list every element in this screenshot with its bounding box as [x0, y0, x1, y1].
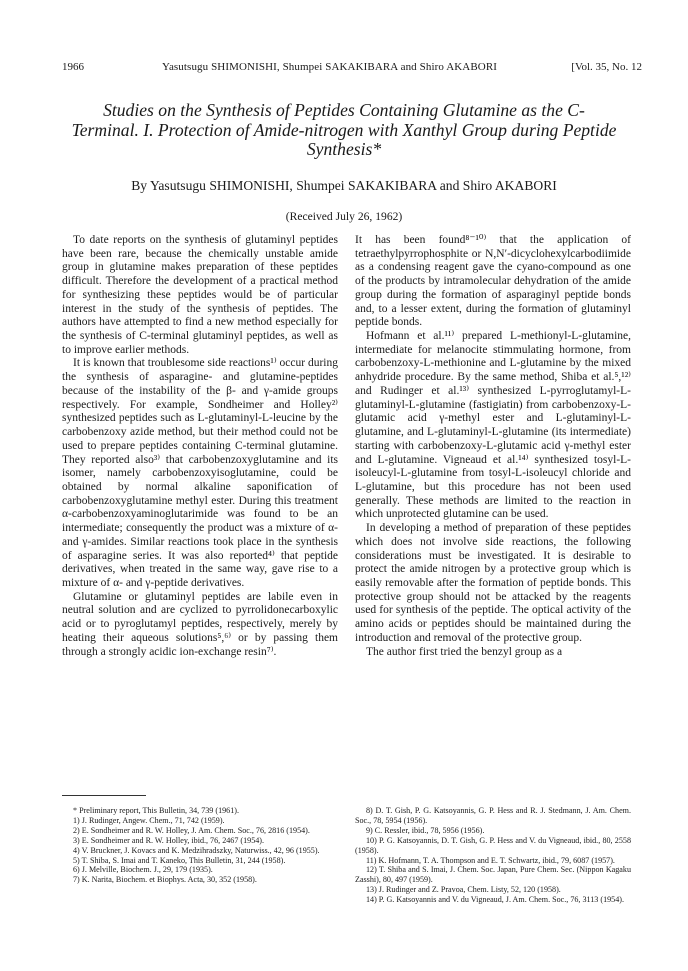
footnotes-left: [62, 806, 338, 885]
footnote-divider: [62, 795, 146, 796]
footnote: 7) K. Narita, Biochem. et Biophys. Acta, 30, 352 (1958).: [73, 875, 257, 885]
footnote: 4) V. Bruckner, J. Kovacs and K. Medzihradszky, Naturwiss., 42, 96 (1955).: [73, 845, 320, 855]
footnotes-right: [355, 806, 631, 905]
body-column-left: [62, 234, 338, 659]
running-head-authors: Yasutsugu SHIMONISHI, Shumpei SAKAKIBARA and Shiro AKABORI: [162, 61, 498, 73]
received-date: (Received July 26, 1962): [285, 210, 403, 223]
paragraph: In developing a method of preparation of these peptides which does not involve side reactions, the following considerations must be investigated. It is desirable to protect the amide nitrogen by a protective group which is easily removable after the formation of peptide bonds. This protective group should not be attacked by the reagents used for synthesis of the peptide. The optical activity of the amino acids or peptides should be maintained during the introduction and removal of the protective group.: [355, 522, 631, 644]
footnote: 9) C. Ressler, ibid., 78, 5956 (1956).: [366, 825, 485, 835]
page-number: 1966: [62, 61, 84, 73]
volume-issue: [Vol. 35, No. 12: [571, 61, 642, 73]
footnote: 11) K. Hofmann, T. A. Thompson and E. T. Schwartz, ibid., 79, 6087 (1957).: [366, 855, 615, 865]
footnote: 3) E. Sondheimer and R. W. Holley, ibid., 76, 2467 (1954).: [73, 835, 265, 845]
footnote: 8) D. T. Gish, P. G. Katsoyannis, G. P. Hess and R. J. Stedmann, J. Am. Chem. Soc., 78, 5954 (1956).: [355, 806, 631, 825]
footnote: 10) P. G. Katsoyannis, D. T. Gish, G. P. Hess and V. du Vigneaud, ibid., 80, 2558 (1958).: [355, 835, 631, 855]
article-title: Studies on the Synthesis of Peptides Containing Glutamine as the C-Terminal. I. Protection of Amide-nitrogen with Xanthyl Group during Peptide Synthesis*: [71, 100, 617, 160]
paragraph: It is known that troublesome side reactions¹⁾ occur during the synthesis of asparagine- and glutamine-peptides because of the instability of the β- and γ-amide groups respectively. For example, Sondheimer and Holley²⁾ synthesized peptides such as L-glutaminyl-L-leucine by the carbobenzoxy azide method, but their method could not be used to prepare peptides containing C-terminal glutamine. They reported also³⁾ that carbobenzoxyglutamine and its isomer, namely carbobenzoxyisoglutamine, could be obtained by normal alkaline saponification of carbobenzoxyglutamine methyl ester. During this treatment α-carbobenzoxyaminoglutarimide was found to be an intermediate; consequently the product was a mixture of α- and γ-amides. Similar reactions took place in the synthesis of asparagine series. It was also reported⁴⁾ that peptide derivatives, when treated in the same way, gave rise to a mixture of α- and γ-peptide derivatives.: [62, 357, 338, 589]
paragraph: The author first tried the benzyl group as a: [366, 645, 563, 658]
footnote: 5) T. Shiba, S. Imai and T. Kaneko, This Bulletin, 31, 244 (1958).: [73, 855, 286, 865]
footnote: 6) J. Melville, Biochem. J., 29, 179 (1935).: [73, 865, 213, 875]
footnote: 1) J. Rudinger, Angew. Chem., 71, 742 (1959).: [73, 815, 225, 825]
running-head: [62, 60, 642, 74]
author-byline: By Yasutsugu SHIMONISHI, Shumpei SAKAKIBARA and Shiro AKABORI: [131, 178, 557, 193]
footnote: 12) T. Shiba and S. Imai, J. Chem. Soc. Japan, Pure Chem. Sec. (Nippon Kagaku Zasshi), 80, 497 (1959).: [355, 865, 631, 885]
footnote: 13) J. Rudinger and Z. Pravoa, Chem. Listy, 52, 120 (1958).: [366, 885, 561, 895]
paragraph: Hofmann et al.¹¹⁾ prepared L-methionyl-L-glutamine, intermediate for melanocite stimmulating hormone, from carbobenzoxy-L-methionine and L-glutamine by the mixed anhydride procedure. By the same method, Shiba et al.⁵,¹²⁾ and Rudinger et al.¹³⁾ synthesized L-pyrroglutamyl-L-glutaminyl-L-glutamine (fastigiatin) from carbobenzoxy-L-glutamic acid γ-methyl ester and L-glutaminyl-L-glutamine, and L-glutaminyl-L-glutamine (its intermediate) starting with carbobenzoxy-L-glutamic acid γ-methyl ester and L-glutamine. Vigneaud et al.¹⁴⁾ synthesized tosyl-L-isoleucyl-L-glutamine from tosyl-L-isoleucyl chloride and L-glutamine, but this procedure has not been used generally. These methods are limited to the reaction in which unprotected glutamine can be used.: [355, 330, 631, 521]
body-column-right: [355, 234, 631, 659]
paragraph: To date reports on the synthesis of glutaminyl peptides have been rare, because the chemically unstable amide group in glutamine makes preparation of these peptides difficult. Therefore the development of a practical method for synthesizing these peptides would be of particular interest in the study of the synthesis of peptides. The authors have attempted to find a new method especially for the synthesis of C-terminal glutaminyl peptides, as well as to improve earlier methods.: [62, 234, 338, 356]
paragraph: It has been found⁸⁻¹⁰⁾ that the application of tetraethylpyrrophosphite or N,N′-dicyclohexylcarbodiimide as a condensing reagent gave the cyano-compound as one of the products by intramolecular dehydration of the amide group during the formation of asparaginyl peptide bonds and, to a lesser extent, during the formation of glutaminyl peptide bonds.: [355, 234, 631, 329]
footnote: * Preliminary report, This Bulletin, 34, 739 (1961).: [73, 806, 239, 815]
paragraph: Glutamine or glutaminyl peptides are labile even in neutral solution and are cyclized to pyrrolidonecarboxylic acid or to pyroglutamyl peptides, respectively, merely by heating their aqueous solutions⁵,⁶⁾ or by passing them through a strongly acidic ion-exchange resin⁷⁾.: [62, 590, 338, 658]
footnote: 14) P. G. Katsoyannis and V. du Vigneaud, J. Am. Chem. Soc., 76, 3113 (1954).: [366, 895, 624, 905]
footnote: 2) E. Sondheimer and R. W. Holley, J. Am. Chem. Soc., 76, 2816 (1954).: [73, 825, 310, 835]
